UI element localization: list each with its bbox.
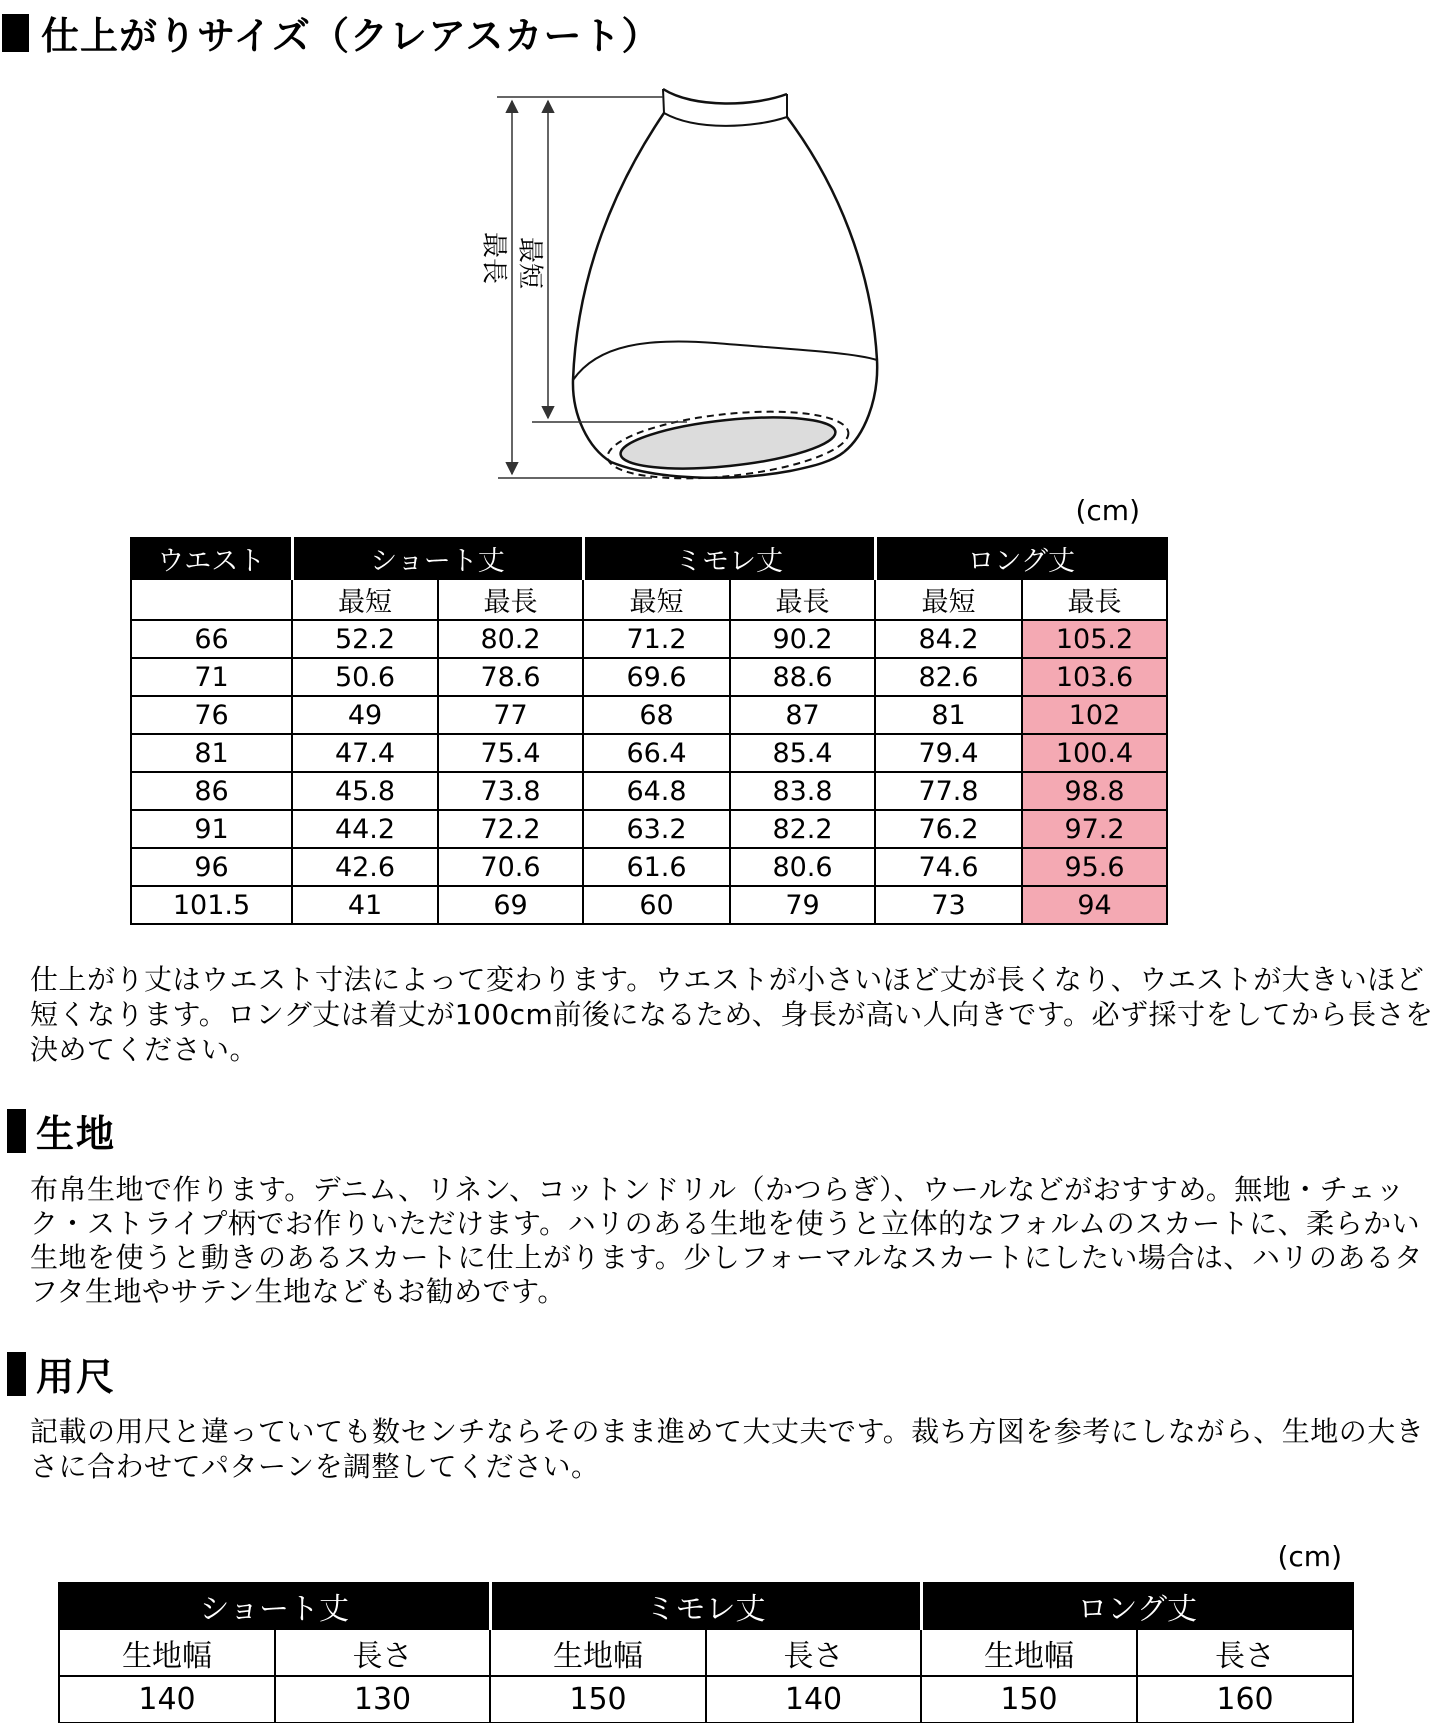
size-cell: 60 bbox=[583, 886, 730, 924]
size-table-subheader-row bbox=[131, 579, 1167, 620]
size-cell: 72.2 bbox=[438, 810, 583, 848]
yardage-heading-text: 用尺 bbox=[36, 1355, 117, 1399]
waist-cell: 66 bbox=[131, 620, 292, 658]
size-row bbox=[131, 848, 1167, 886]
size-cell: 61.6 bbox=[583, 848, 730, 886]
fabric-width-label: 生地幅 bbox=[490, 1629, 706, 1676]
size-cell: 87 bbox=[730, 696, 875, 734]
size-row bbox=[131, 620, 1167, 658]
size-cell: 44.2 bbox=[292, 810, 438, 848]
size-cell: 69.6 bbox=[583, 658, 730, 696]
midi-length-header: ミモレ丈 bbox=[490, 1583, 921, 1629]
size-cell: 80.2 bbox=[438, 620, 583, 658]
size-cell: 45.8 bbox=[292, 772, 438, 810]
shortest-length-label: 最短 bbox=[514, 236, 545, 290]
fabric-section-heading bbox=[7, 1103, 116, 1158]
size-cell: 76.2 bbox=[875, 810, 1022, 848]
length-label: 長さ bbox=[275, 1629, 490, 1676]
subheader-shortest: 最短 bbox=[292, 579, 438, 620]
size-cell: 74.6 bbox=[875, 848, 1022, 886]
size-cell-highlighted: 105.2 bbox=[1022, 620, 1167, 658]
size-cell: 52.2 bbox=[292, 620, 438, 658]
finished-size-table bbox=[130, 537, 1168, 925]
waist-cell: 81 bbox=[131, 734, 292, 772]
waist-cell: 86 bbox=[131, 772, 292, 810]
size-row bbox=[131, 734, 1167, 772]
size-cell: 82.6 bbox=[875, 658, 1022, 696]
page-title-text: 仕上がりサイズ（クレアスカート） bbox=[41, 14, 661, 58]
waist-column-header: ウエスト bbox=[131, 538, 292, 579]
size-cell-highlighted: 102 bbox=[1022, 696, 1167, 734]
yardage-cell: 140 bbox=[706, 1676, 921, 1723]
size-row bbox=[131, 772, 1167, 810]
size-cell: 50.6 bbox=[292, 658, 438, 696]
size-cell: 42.6 bbox=[292, 848, 438, 886]
size-cell: 83.8 bbox=[730, 772, 875, 810]
size-cell: 88.6 bbox=[730, 658, 875, 696]
size-cell: 77 bbox=[438, 696, 583, 734]
size-note-paragraph: 仕上がり丈はウエスト寸法によって変わります。ウエストが小さいほど丈が長くなり、ウエストが大きいほど短くなります。ロング丈は着丈が100cm前後になるため、身長が高い人向きです。必ず採寸をしてから長さを決めてください。 bbox=[30, 963, 1434, 1066]
size-cell: 49 bbox=[292, 696, 438, 734]
yardage-section-heading bbox=[7, 1346, 116, 1401]
size-cell: 75.4 bbox=[438, 734, 583, 772]
subheader-longest: 最長 bbox=[1022, 579, 1167, 620]
empty-corner-cell bbox=[131, 579, 292, 620]
size-cell: 41 bbox=[292, 886, 438, 924]
size-cell-highlighted: 103.6 bbox=[1022, 658, 1167, 696]
size-cell: 66.4 bbox=[583, 734, 730, 772]
length-label: 長さ bbox=[706, 1629, 921, 1676]
size-cell: 77.8 bbox=[875, 772, 1022, 810]
midi-length-header: ミモレ丈 bbox=[583, 538, 875, 579]
yardage-cell: 140 bbox=[59, 1676, 275, 1723]
skirt-hem-opening bbox=[604, 402, 851, 489]
size-cell: 71.2 bbox=[583, 620, 730, 658]
size-cell: 68 bbox=[583, 696, 730, 734]
fabric-width-label: 生地幅 bbox=[59, 1629, 275, 1676]
long-length-header: ロング丈 bbox=[921, 1583, 1353, 1629]
size-cell: 47.4 bbox=[292, 734, 438, 772]
subheader-shortest: 最短 bbox=[875, 579, 1022, 620]
long-length-header: ロング丈 bbox=[875, 538, 1167, 579]
size-cell: 82.2 bbox=[730, 810, 875, 848]
size-table-unit-label: (cm) bbox=[1075, 494, 1140, 527]
yardage-values-row bbox=[59, 1676, 1353, 1723]
skirt-diagram bbox=[0, 0, 1445, 520]
size-cell: 84.2 bbox=[875, 620, 1022, 658]
short-length-header: ショート丈 bbox=[59, 1583, 490, 1629]
length-label: 長さ bbox=[1137, 1629, 1353, 1676]
fabric-paragraph: 布帛生地で作ります。デニム、リネン、コットンドリル（かつらぎ）、ウールなどがおすすめ。無地・チェック・ストライプ柄でお作りいただけます。ハリのある生地を使うと立体的なフォルムのスカートに、柔らかい生地を使うと動きのあるスカートに仕上がります。少しフォーマルなスカートにしたい場合は、ハリのあるタフタ生地やサテン生地などもお勧めです。 bbox=[30, 1173, 1423, 1308]
size-row bbox=[131, 696, 1167, 734]
size-row bbox=[131, 810, 1167, 848]
size-cell-highlighted: 100.4 bbox=[1022, 734, 1167, 772]
size-row bbox=[131, 886, 1167, 924]
size-cell: 69 bbox=[438, 886, 583, 924]
subheader-longest: 最長 bbox=[438, 579, 583, 620]
size-cell: 70.6 bbox=[438, 848, 583, 886]
size-cell: 63.2 bbox=[583, 810, 730, 848]
waist-cell: 91 bbox=[131, 810, 292, 848]
longest-length-label: 最長 bbox=[478, 231, 509, 285]
size-row bbox=[131, 658, 1167, 696]
size-cell-highlighted: 98.8 bbox=[1022, 772, 1167, 810]
yardage-group-header-row bbox=[59, 1583, 1353, 1629]
yardage-cell: 130 bbox=[275, 1676, 490, 1723]
size-cell: 90.2 bbox=[730, 620, 875, 658]
subheader-shortest: 最短 bbox=[583, 579, 730, 620]
waist-cell: 96 bbox=[131, 848, 292, 886]
yardage-table-unit-label: (cm) bbox=[1277, 1540, 1342, 1573]
size-table-group-header-row bbox=[131, 538, 1167, 579]
yardage-table bbox=[58, 1582, 1354, 1723]
waist-cell: 71 bbox=[131, 658, 292, 696]
size-cell: 78.6 bbox=[438, 658, 583, 696]
short-length-header: ショート丈 bbox=[292, 538, 583, 579]
fabric-width-label: 生地幅 bbox=[921, 1629, 1137, 1676]
size-cell: 79 bbox=[730, 886, 875, 924]
size-cell: 73.8 bbox=[438, 772, 583, 810]
size-cell-highlighted: 94 bbox=[1022, 886, 1167, 924]
yardage-cell: 160 bbox=[1137, 1676, 1353, 1723]
section-bar-icon bbox=[7, 1352, 26, 1396]
size-cell-highlighted: 95.6 bbox=[1022, 848, 1167, 886]
subheader-longest: 最長 bbox=[730, 579, 875, 620]
section-bar-icon bbox=[7, 1109, 26, 1153]
size-cell: 79.4 bbox=[875, 734, 1022, 772]
size-cell: 85.4 bbox=[730, 734, 875, 772]
waist-cell: 76 bbox=[131, 696, 292, 734]
size-cell: 73 bbox=[875, 886, 1022, 924]
fabric-heading-text: 生地 bbox=[36, 1112, 117, 1156]
size-cell: 81 bbox=[875, 696, 1022, 734]
size-cell-highlighted: 97.2 bbox=[1022, 810, 1167, 848]
yardage-paragraph: 記載の用尺と違っていても数センチならそのまま進めて大丈夫です。裁ち方図を参考にしながら、生地の大きさに合わせてパターンを調整してください。 bbox=[30, 1415, 1425, 1483]
waist-cell: 101.5 bbox=[131, 886, 292, 924]
yardage-subheader-row bbox=[59, 1629, 1353, 1676]
yardage-cell: 150 bbox=[490, 1676, 706, 1723]
yardage-cell: 150 bbox=[921, 1676, 1137, 1723]
size-cell: 64.8 bbox=[583, 772, 730, 810]
size-cell: 80.6 bbox=[730, 848, 875, 886]
